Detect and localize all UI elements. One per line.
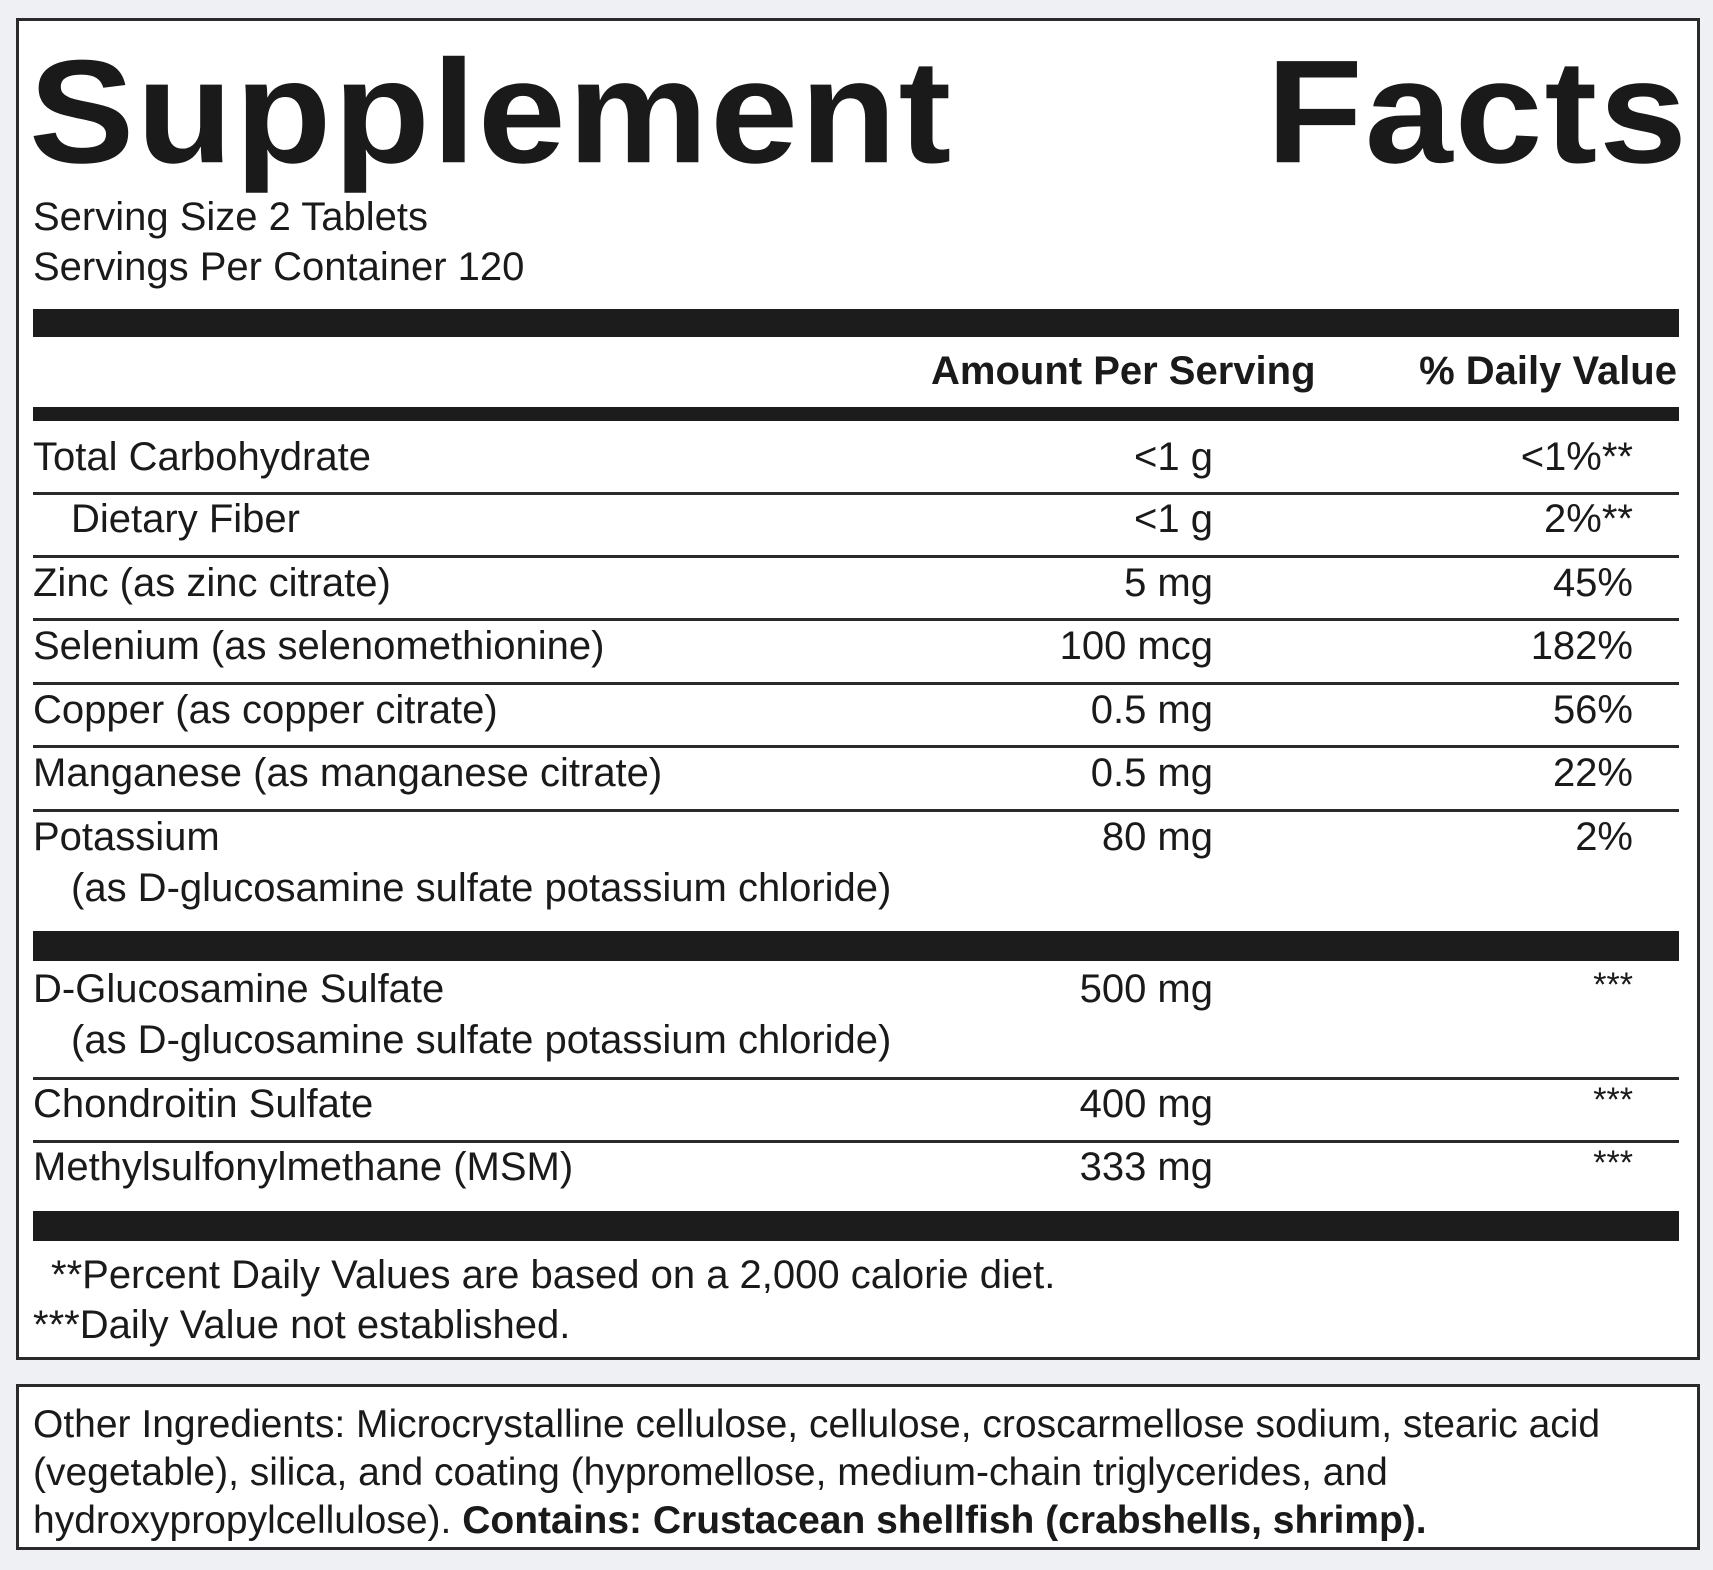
ingredient-daily-value: *** xyxy=(1593,966,1633,1004)
nutrient-daily-value: <1%** xyxy=(1520,435,1633,479)
nutrient-name: Copper (as copper citrate) xyxy=(33,688,498,732)
servings-per-container: Servings Per Container 120 xyxy=(33,245,525,289)
ingredient-source: (as D-glucosamine sulfate potassium chloride) xyxy=(71,1018,892,1062)
other-ingredients-panel xyxy=(16,1384,1700,1550)
row-divider xyxy=(33,809,1679,812)
nutrient-name: Potassium xyxy=(33,815,220,859)
ingredient-daily-value: *** xyxy=(1593,1081,1633,1119)
divider-bar-thick xyxy=(33,1211,1679,1241)
row-divider xyxy=(33,682,1679,685)
nutrient-daily-value: 45% xyxy=(1552,561,1633,605)
nutrient-daily-value: 182% xyxy=(1530,624,1633,668)
nutrient-name: Total Carbohydrate xyxy=(33,435,371,479)
nutrient-daily-value: 56% xyxy=(1552,688,1633,732)
ingredient-name: D-Glucosamine Sulfate xyxy=(33,967,445,1011)
supplement-facts-panel xyxy=(16,18,1700,1360)
ingredient-amount: 500 mg xyxy=(1079,967,1213,1011)
footnote-daily-values: **Percent Daily Values are based on a 2,000 calorie diet. xyxy=(51,1253,1056,1297)
row-divider xyxy=(33,745,1679,748)
ingredient-daily-value: *** xyxy=(1593,1144,1633,1182)
row-divider xyxy=(33,555,1679,558)
ingredient-name: Chondroitin Sulfate xyxy=(33,1082,374,1126)
daily-value-header: % Daily Value xyxy=(1419,349,1677,393)
nutrient-name: Manganese (as manganese citrate) xyxy=(33,751,663,795)
divider-bar-medium xyxy=(33,407,1679,421)
nutrient-name: Dietary Fiber xyxy=(71,497,300,541)
row-divider xyxy=(33,618,1679,621)
other-ingredients-text xyxy=(33,1401,1683,1545)
nutrient-amount: <1 g xyxy=(1134,435,1213,479)
nutrient-amount: 80 mg xyxy=(1101,815,1213,859)
nutrient-amount: 0.5 mg xyxy=(1090,751,1213,795)
panel-title xyxy=(29,30,1689,194)
serving-size: Serving Size 2 Tablets xyxy=(33,195,429,239)
nutrient-name: Zinc (as zinc citrate) xyxy=(33,561,391,605)
nutrient-amount: <1 g xyxy=(1134,497,1213,541)
ingredient-name: Methylsulfonylmethane (MSM) xyxy=(33,1145,574,1189)
nutrient-name: Selenium (as selenomethionine) xyxy=(33,624,605,668)
ingredient-amount: 400 mg xyxy=(1079,1082,1213,1126)
amount-per-serving-header: Amount Per Serving xyxy=(931,349,1316,393)
title-word-supplement: Supplement xyxy=(29,30,954,194)
divider-bar-thick xyxy=(33,309,1679,337)
nutrient-daily-value: 2%** xyxy=(1544,497,1633,541)
nutrient-daily-value: 22% xyxy=(1552,751,1633,795)
footnote-not-established: ***Daily Value not established. xyxy=(33,1303,571,1347)
divider-bar-thick xyxy=(33,931,1679,961)
nutrient-daily-value: 2% xyxy=(1575,815,1633,859)
allergen-statement: Contains: Crustacean shellfish (crabshells, shrimp). xyxy=(462,1499,1427,1542)
ingredient-amount: 333 mg xyxy=(1079,1145,1213,1189)
nutrient-amount: 5 mg xyxy=(1124,561,1213,605)
other-ingredients-list: Other Ingredients: Microcrystalline cellulose, cellulose, croscarmellose sodium, stearic acid (vegetable), silica, and coating (hypromellose, medium-chain triglycerides, and hydroxypropylcellulose). xyxy=(33,1403,1601,1542)
nutrient-amount: 100 mcg xyxy=(1059,624,1213,668)
title-word-facts: Facts xyxy=(1266,30,1689,194)
nutrient-amount: 0.5 mg xyxy=(1090,688,1213,732)
nutrient-source: (as D-glucosamine sulfate potassium chloride) xyxy=(71,866,892,910)
